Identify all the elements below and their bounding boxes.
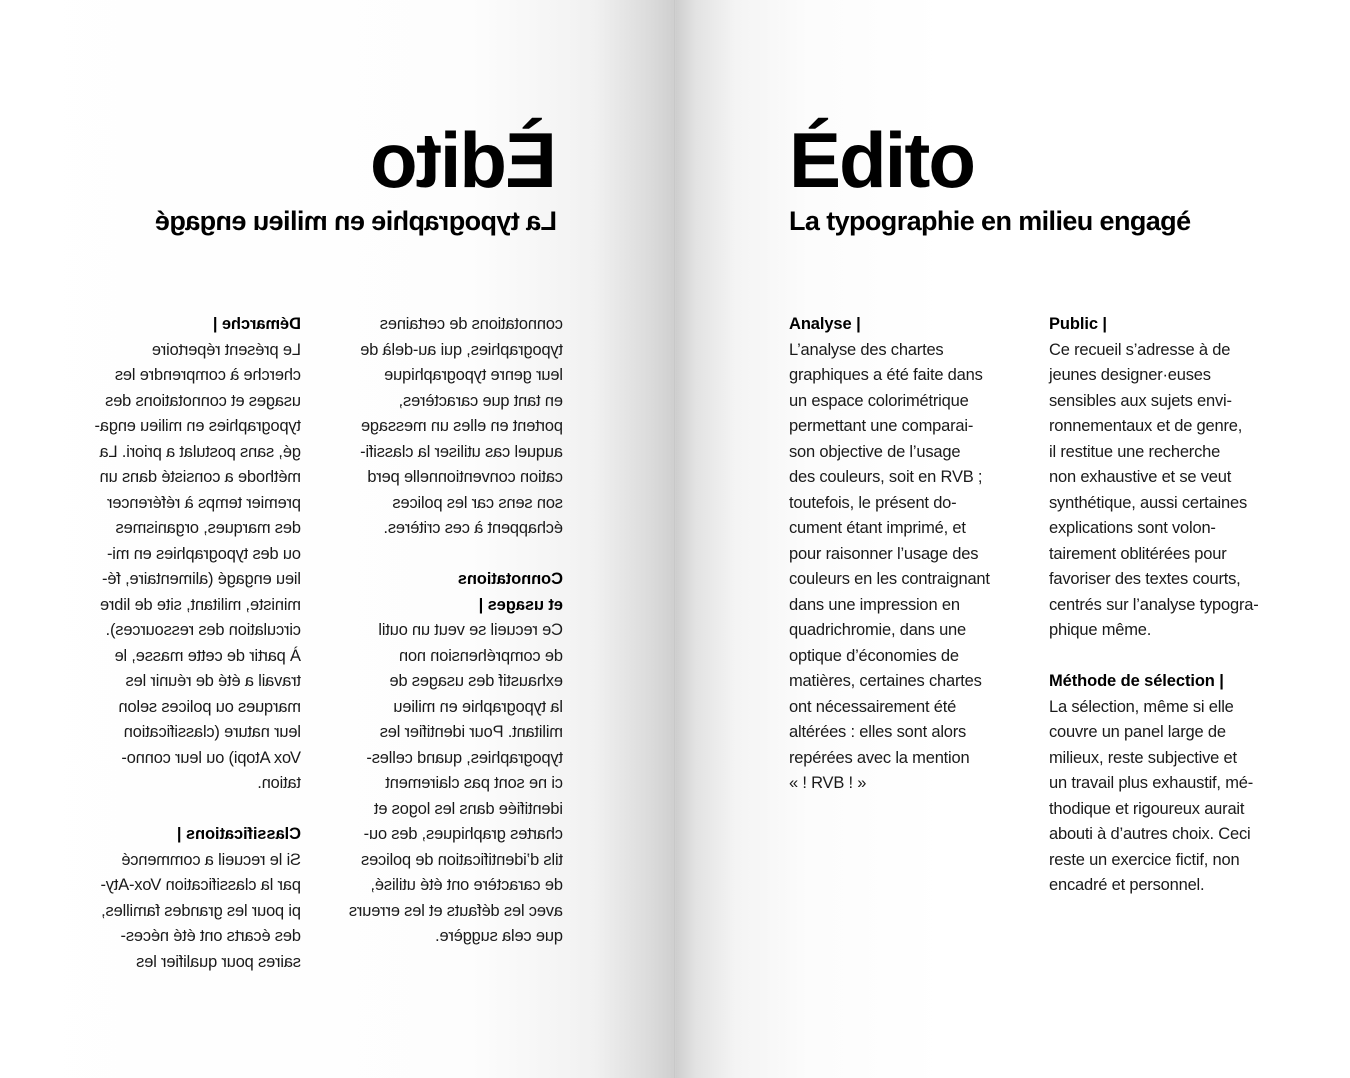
text-line: altérées : elles sont alors <box>789 723 967 741</box>
text-line: des marques, organismes <box>115 519 301 537</box>
text-line: un travail plus exhaustif, mé- <box>1049 774 1254 792</box>
spacer <box>323 542 563 568</box>
right-page-column-1 <box>789 312 1029 797</box>
text-line: marques ou polices selon <box>118 697 301 716</box>
book-gutter <box>674 0 676 1078</box>
text-line: identifiée dans les logos et <box>374 799 563 818</box>
text-line: circulation des ressources). <box>105 621 301 639</box>
text-line: centrés sur l’analyse typogra- <box>1049 595 1259 614</box>
text-line: Le présent répertoire <box>152 340 301 359</box>
spacer <box>61 797 301 823</box>
text-line: par la classification Vox-Aty- <box>100 876 301 894</box>
text-line: graphiques a été faite dans <box>789 366 983 384</box>
text-line: non exhaustive et se veut <box>1049 468 1232 486</box>
left-page-subtitle: La typographie en milieu engagé <box>155 206 557 236</box>
right-page <box>675 0 1350 1078</box>
text-line: matières, certaines chartes <box>789 672 982 690</box>
text-line: Vox Atopi) ou leur conno- <box>121 748 301 767</box>
text-line: couvre un panel large de <box>1049 723 1226 741</box>
text-line: tairement oblitérées pour <box>1049 544 1227 563</box>
text-line: militant. Pour identifier les <box>379 723 563 741</box>
text-line: optique d’économies de <box>789 646 959 665</box>
text-line: son objective de l’usage <box>789 442 961 461</box>
text-line: pour raisonner l’usage des <box>789 544 979 563</box>
left-page-column-1 <box>61 312 301 975</box>
text-line: saires pour qualifier les <box>136 952 301 971</box>
text-line: il restitue une recherche <box>1049 442 1221 461</box>
text-line: reste un exercice fictif, non <box>1049 850 1240 869</box>
text-line: synthétique, aussi certaines <box>1049 493 1248 512</box>
text-line: ci ne sont pas clairement <box>385 774 563 792</box>
text-line: jeunes designer·euses <box>1049 366 1211 384</box>
text-line: toutefois, le présent do- <box>789 493 957 512</box>
demarche-heading: Démarche | <box>213 315 301 333</box>
text-line: travail a été de réunir les <box>125 672 301 690</box>
text-line: des couleurs, soit en RVB ; <box>789 468 983 486</box>
text-line: tation. <box>257 774 301 792</box>
text-line: méthode a consisté dans un <box>99 468 301 486</box>
text-line: typographies, qui au-delà de <box>360 340 563 359</box>
text-line: cument étant imprimé, et <box>789 519 966 537</box>
text-line: abouti à d’autres choix. Ceci <box>1049 825 1251 843</box>
text-line: Ce recueil se veut un outil <box>378 621 563 639</box>
classifications-heading: Classifications | <box>177 825 301 843</box>
spacer <box>1049 644 1309 670</box>
text-line: phique même. <box>1049 621 1152 639</box>
text-line: quadrichromie, dans une <box>789 621 967 639</box>
text-line: connotations de certaines <box>379 315 563 333</box>
text-line: exhaustif des usages de <box>389 672 563 690</box>
text-line: échappent à ces critères. <box>383 519 563 537</box>
text-line: gé, sans postulat a priori. La <box>99 442 301 461</box>
text-line: ont nécessairement été <box>789 697 957 716</box>
text-line: explications sont volon- <box>1049 519 1216 537</box>
text-line: ministe, militant, site de libre <box>100 595 301 614</box>
left-page-title: Èdito <box>372 116 557 204</box>
text-line: chartes graphiques, des ou- <box>363 825 563 843</box>
analyse-heading: Analyse | <box>789 315 861 333</box>
text-line: cation conventionnelle perd <box>367 468 563 486</box>
text-line: de compréhension non <box>399 646 563 665</box>
text-line: la typographie en milieu <box>393 697 563 716</box>
text-line: sensibles aux sujets envi- <box>1049 391 1232 410</box>
text-line: auquel cas utiliser la classifi- <box>360 442 563 461</box>
text-line: typographies en milieu enga- <box>94 417 301 435</box>
text-line: premier temps à référencer <box>107 493 301 512</box>
right-page-subtitle: La typographie en milieu engagé <box>789 206 1191 236</box>
left-page-column-2 <box>323 312 563 950</box>
right-page-title: Édito <box>789 116 974 204</box>
text-line: lieu engagé (alimentaire, fé- <box>102 570 301 588</box>
text-line: portent en elles un message <box>361 417 563 435</box>
text-line: encadré et personnel. <box>1049 876 1205 894</box>
text-line: À partir de cette masse, le <box>114 646 301 665</box>
text-line: leur genre typographique <box>384 366 563 384</box>
text-line: couleurs en les contraignant <box>789 570 990 588</box>
text-line: un espace colorimétrique <box>789 391 969 410</box>
text-line: tils d’identification de polices <box>361 850 563 869</box>
text-line: avec les défauts et les erreurs <box>349 901 563 920</box>
text-line: milieux, reste subjective et <box>1049 748 1237 767</box>
text-line: ronnementaux et de genre, <box>1049 417 1243 435</box>
text-line: en tant que caractères, <box>398 391 563 410</box>
text-line: dans une impression en <box>789 595 960 614</box>
connotations-heading-2: et usages | <box>478 595 563 614</box>
text-line: Si le recueil a commencé <box>121 850 301 869</box>
text-line: ou des typographies en mi- <box>107 544 301 563</box>
connotations-heading: Connotations <box>457 570 563 588</box>
text-line: Ce recueil s’adresse à de <box>1049 340 1231 359</box>
text-line: de caractère ont été utilisé, <box>370 876 563 894</box>
text-line: permettant une comparai- <box>789 417 974 435</box>
public-heading: Public | <box>1049 315 1107 333</box>
text-line: L’analyse des chartes <box>789 340 944 359</box>
text-line: favoriser des textes courts, <box>1049 570 1241 588</box>
text-line: pi pour les grandes familles, <box>101 901 301 920</box>
text-line: des écarts ont été néces- <box>120 927 301 945</box>
text-line: La sélection, même si elle <box>1049 697 1234 716</box>
text-line: usages et connotations des <box>105 391 301 410</box>
text-line: que cela suggère. <box>435 927 563 945</box>
text-line: son sens car les polices <box>392 493 563 512</box>
text-line: repérées avec la mention <box>789 748 970 767</box>
text-line: « ! RVB ! » <box>789 774 867 792</box>
methode-heading: Méthode de sélection | <box>1049 672 1224 690</box>
text-line: leur nature (classification <box>123 723 301 741</box>
text-line: thodique et rigoureux aurait <box>1049 799 1245 818</box>
right-page-column-2 <box>1049 312 1309 899</box>
text-line: typographies, quand celles- <box>366 748 563 767</box>
text-line: cherche à comprendre les <box>115 366 301 384</box>
